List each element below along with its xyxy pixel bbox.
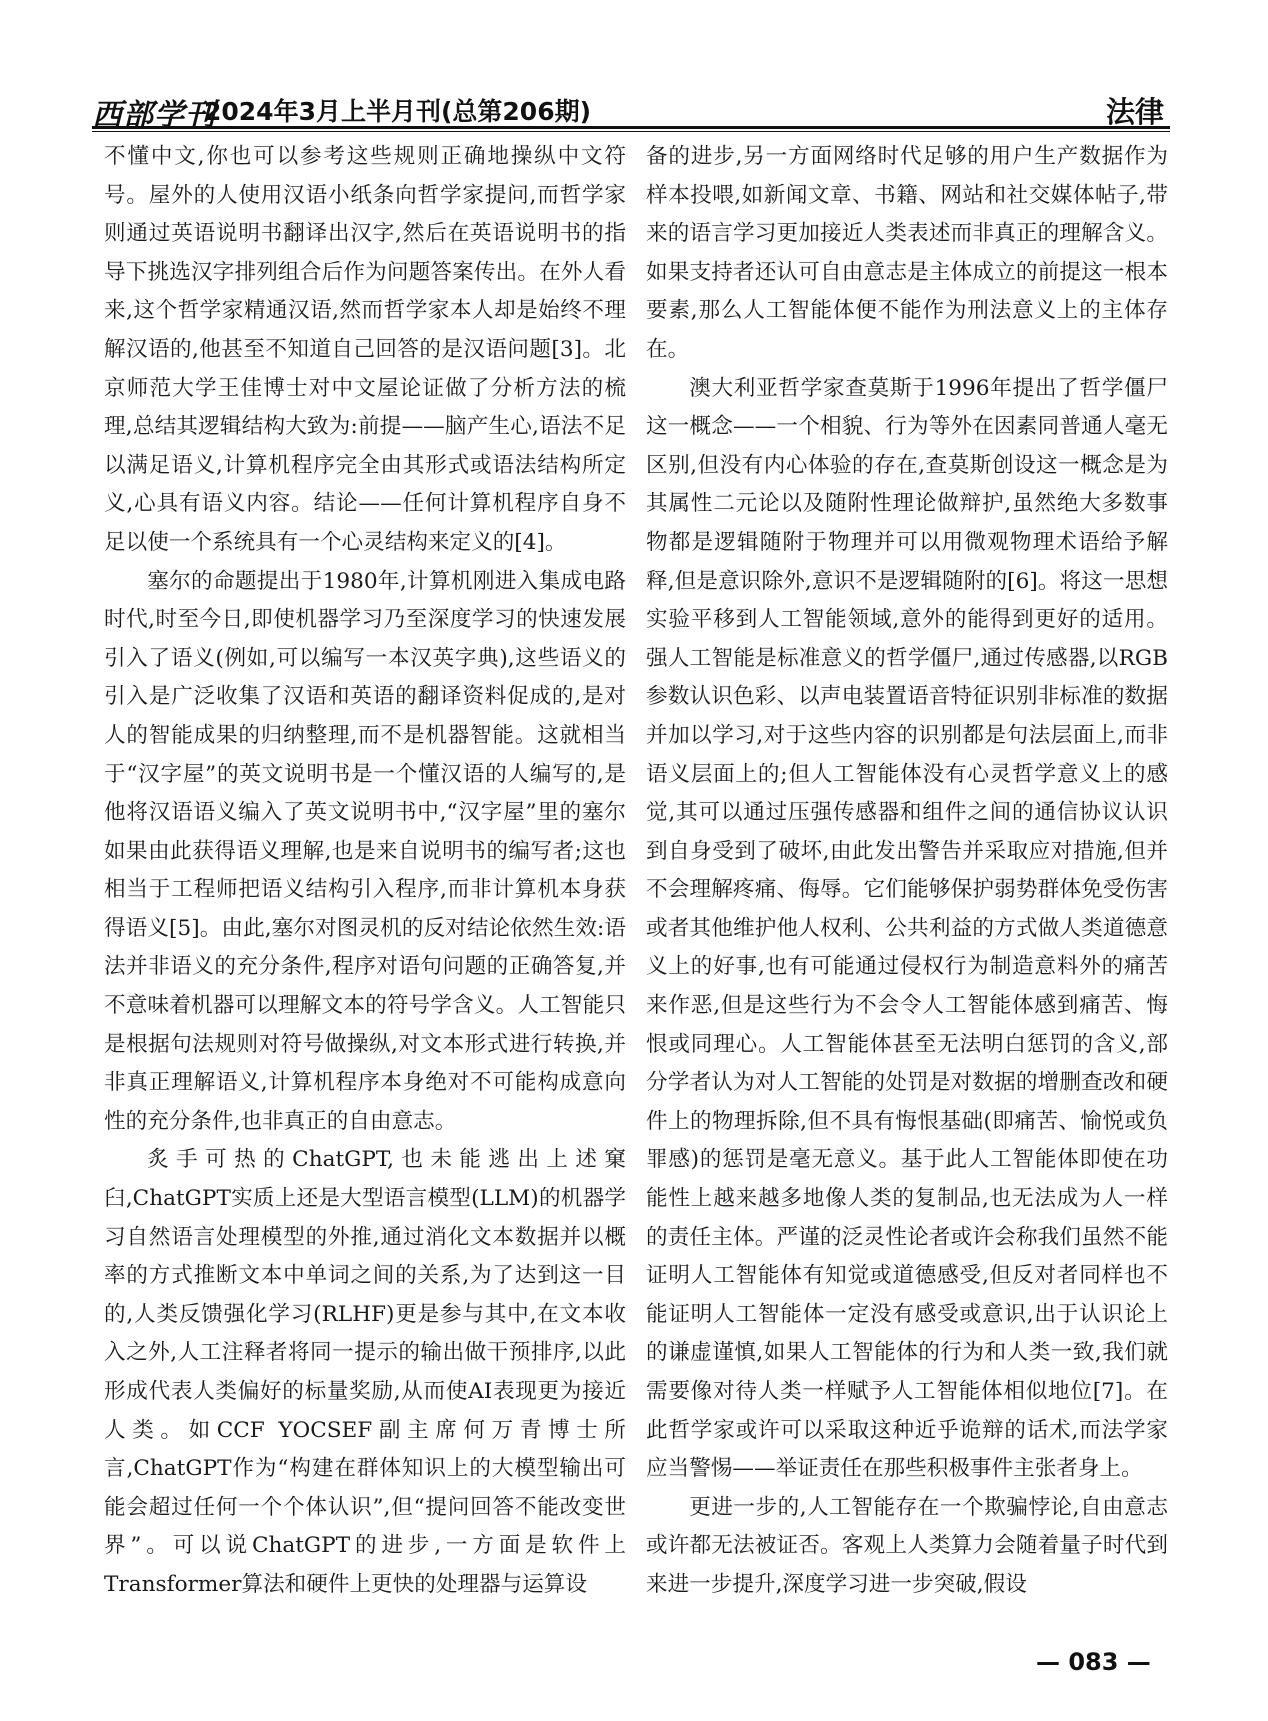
paragraph: 炙手可热的ChatGPT,也未能逃出上述窠臼,ChatGPT实质上还是大型语言模型(LLM)的机器学习自然语言处理模型的外推,通过消化文本数据并以概率的方式推断文本中单词之间的关系,为了达到这一目的,人类反馈强化学习(RLHF)更是参与其中,在文本收入之外,人工注释者将同一提示的输出做干预排序,以此形成代表人类偏好的标量奖励,从而使AI表现更为接近人类。如CCF YOCSEF副主席何万青博士所言,ChatGPT作为“构建在群体知识上的大模型输出可能会超过任何一个个体认识”,但“提问回答不能改变世界”。可以说ChatGPT的进步,一方面是软件上Transformer算法和硬件上更快的处理器与运算设 — [104, 1147, 626, 1597]
page-header — [92, 76, 1172, 133]
paragraph: 备的进步,另一方面网络时代足够的用户生产数据作为样本投喂,如新闻文章、书籍、网站和社交媒体帖子,带来的语言学习更加接近人类表述而非真正的理解含义。如果支持者还认可自由意志是主体成立的前提这一根本要素,那么人工智能体便不能作为刑法意义上的主体存在。 — [646, 144, 1168, 362]
left-column — [104, 138, 626, 1618]
header-rule-thin — [92, 131, 1170, 132]
right-column — [646, 138, 1168, 1618]
page-number: — 083 — — [1036, 1648, 1151, 1676]
issue-info: 2024年3月上半月刊(总第206期) — [204, 97, 592, 126]
paragraph: 不懂中文,你也可以参考这些规则正确地操纵中文符号。屋外的人使用汉语小纸条向哲学家提问,而哲学家则通过英语说明书翻译出汉字,然后在英语说明书的指导下挑选汉字排列组合后作为问题答案传出。在外人看来,这个哲学家精通汉语,然而哲学家本人却是始终不理解汉语的,他甚至不知道自己回答的是汉语问题[3]。北京师范大学王佳博士对中文屋论证做了分析方法的梳理,总结其逻辑结构大致为:前提——脑产生心,语法不足以满足语义,计算机程序完全由其形式或语法结构所定义,心具有语义内容。结论——任何计算机程序自身不足以使一个系统具有一个心灵结构来定义的[4]。 — [104, 144, 626, 555]
paragraph: 塞尔的命题提出于1980年,计算机刚进入集成电路时代,时至今日,即使机器学习乃至深度学习的快速发展引入了语义(例如,可以编写一本汉英字典),这些语义的引入是广泛收集了汉语和英语的翻译资料促成的,是对人的智能成果的归纳整理,而不是机器智能。这就相当于“汉字屋”的英文说明书是一个懂汉语的人编写的,是他将汉语语义编入了英文说明书中,“汉字屋”里的塞尔如果由此获得语义理解,也是来自说明书的编写者;这也相当于工程师把语义结构引入程序,而非计算机本身获得语义[5]。由此,塞尔对图灵机的反对结论依然生效:语法并非语义的充分条件,程序对语句问题的正确答复,并不意味着机器可以理解文本的符号学含义。人工智能只是根据句法规则对符号做操纵,对文本形式进行转换,并非真正理解语义,计算机程序本身绝对不可能构成意向性的充分条件,也非真正的自由意志。 — [104, 568, 626, 1134]
paragraph: 澳大利亚哲学家查莫斯于1996年提出了哲学僵尸这一概念——一个相貌、行为等外在因素同普通人毫无区别,但没有内心体验的存在,查莫斯创设这一概念是为其属性二元论以及随附性理论做辩护,虽然绝大多数事物都是逻辑随附于物理并可以用微观物理术语给予解释,但是意识除外,意识不是逻辑随附的[6]。将这一思想实验平移到人工智能领域,意外的能得到更好的适用。强人工智能是标准意义的哲学僵尸,通过传感器,以RGB参数认识色彩、以声电装置语音特征识别非标准的数据并加以学习,对于这些内容的识别都是句法层面上,而非语义层面上的;但人工智能体没有心灵哲学意义上的感觉,其可以通过压强传感器和组件之间的通信协议认识到自身受到了破坏,由此发出警告并采取应对措施,但并不会理解疼痛、侮辱。它们能够保护弱势群体免受伤害或者其他维护他人权利、公共利益的方式做人类道德意义上的好事,也有可能通过侵权行为制造意料外的痛苦来作恶,但是这些行为不会令人工智能体感到痛苦、悔恨或同理心。人工智能体甚至无法明白惩罚的含义,部分学者认为对人工智能的处罚是对数据的增删查改和硬件上的物理拆除,但不具有悔恨基础(即痛苦、愉悦或负罪感)的惩罚是毫无意义。基于此人工智能体即使在功能性上越来越多地像人类的复制品,也无法成为人一样的责任主体。严谨的泛灵性论者或许会称我们虽然不能证明人工智能体有知觉或道德感受,但反对者同样也不能证明人工智能体一定没有感受或意识,出于认识论上的谦虚谨慎,如果人工智能体的行为和人类一致,我们就需要像对待人类一样赋予人工智能体相似地位[7]。在此哲学家或许可以采取这种近乎诡辩的话术,而法学家应当警惕——举证责任在那些积极事件主张者身上。 — [646, 375, 1168, 1482]
section-title: 法律 — [1105, 95, 1164, 129]
header-rule — [92, 126, 1170, 129]
paragraph: 更进一步的,人工智能存在一个欺骗悖论,自由意志或许都无法被证否。客观上人类算力会随着量子时代到来进一步提升,深度学习进一步突破,假设 — [646, 1494, 1168, 1597]
journal-logo: 西部学刊 — [92, 98, 216, 133]
